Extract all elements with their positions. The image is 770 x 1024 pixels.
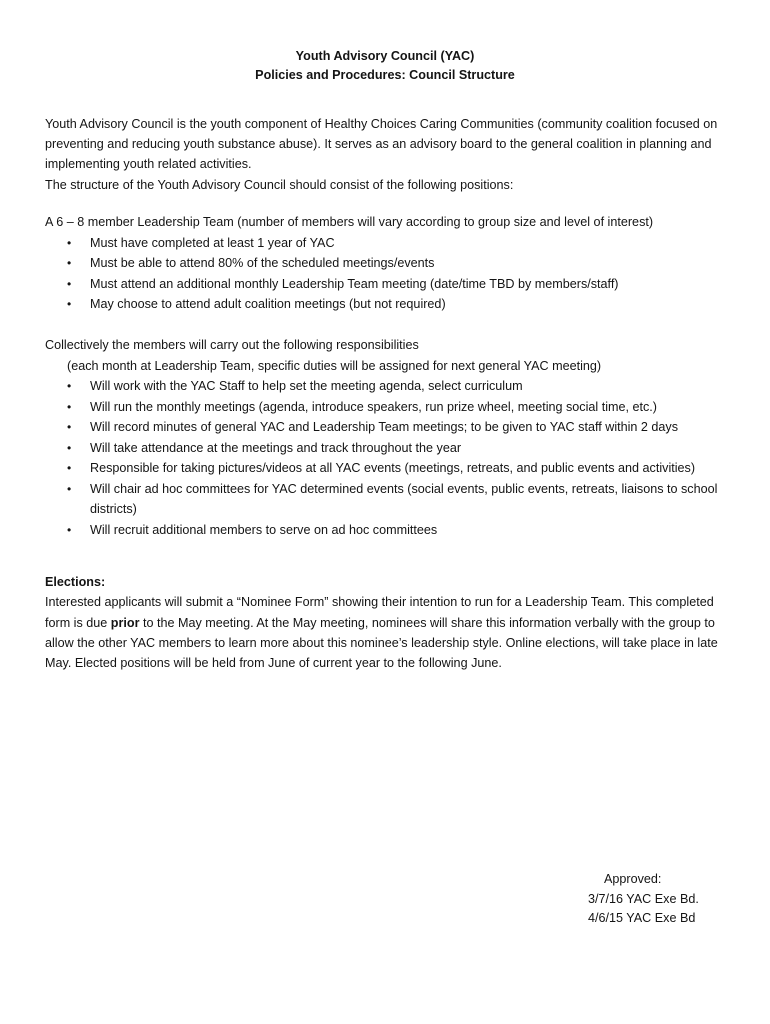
list-item-text: Must be able to attend 80% of the scheduled meetings/events [90, 256, 435, 270]
elections-paragraph [45, 592, 735, 673]
list-item [45, 417, 735, 438]
bullet-icon: • [67, 522, 72, 537]
document-title: Youth Advisory Council (YAC) [295, 49, 475, 63]
list-item [45, 438, 735, 459]
list-item-text: Will take attendance at the meetings and track throughout the year [90, 440, 462, 455]
elections-text-before: Interested applicants will submit a “Nominee Form” showing their intention to run for a Leadership Team. This completed form is due [45, 595, 714, 630]
document-header [0, 47, 770, 84]
elections-section [45, 572, 735, 673]
leadership-list [45, 233, 735, 315]
bullet-icon: • [67, 235, 72, 250]
elections-emphasis: prior [110, 615, 140, 630]
structure-line: The structure of the Youth Advisory Council should consist of the following positions: [45, 177, 514, 192]
list-item [45, 233, 735, 254]
bullet-icon: • [67, 481, 72, 496]
approval-label: Approved: [604, 872, 662, 886]
list-item [45, 274, 735, 295]
list-item-text: Will run the monthly meetings (agenda, introduce speakers, run prize wheel, meeting social time, etc.) [90, 399, 657, 414]
list-item-text: Will recruit additional members to serve on ad hoc committees [90, 522, 438, 537]
list-item-text: Responsible for taking pictures/videos at all YAC events (meetings, retreats, and public events and activities) [90, 461, 696, 475]
document-subtitle: Policies and Procedures: Council Structure [255, 67, 515, 82]
bullet-icon: • [67, 256, 72, 270]
list-item-text: Will chair ad hoc committees for YAC determined events (social events, public events, retreats, liaisons to school districts) [90, 481, 718, 516]
bullet-icon: • [67, 379, 72, 393]
list-item [45, 253, 735, 274]
list-item [45, 397, 735, 418]
list-item [45, 376, 735, 397]
list-item [45, 479, 735, 520]
list-item-text: Will work with the YAC Staff to help set the meeting agenda, select curriculum [90, 379, 523, 393]
responsibilities-section [45, 335, 735, 540]
bullet-icon: • [67, 440, 72, 455]
intro-paragraph: Youth Advisory Council is the youth component of Healthy Choices Caring Communities (community coalition focused on preventing and reducing youth substance abuse). It serves as an advisory board to the general coalition in planning and implementing youth related activities. [45, 117, 718, 172]
leadership-lead: A 6 – 8 member Leadership Team (number of members will vary according to group size and level of interest) [45, 215, 654, 229]
responsibilities-lead: Collectively the members will carry out the following responsibilities [45, 338, 419, 352]
elections-text-after: to the May meeting. At the May meeting, nominees will share this information verbally with the group to allow the other YAC members to learn more about this nominee’s leadership style. Online elections, will take place in late May. Elected positions will be held from June of current year to the following June. [45, 615, 718, 671]
list-item-text: Will record minutes of general YAC and Leadership Team meetings; to be given to YAC staff within 2 days [90, 420, 679, 434]
responsibilities-note: (each month at Leadership Team, specific duties will be assigned for next general YAC meeting) [67, 358, 602, 373]
list-item-text: May choose to attend adult coalition meetings (but not required) [90, 297, 446, 311]
list-item [45, 458, 735, 479]
responsibilities-list [45, 376, 735, 540]
approval-date: 3/7/16 YAC Exe Bd. [588, 891, 699, 906]
list-item-text: Must attend an additional monthly Leadership Team meeting (date/time TBD by members/staff) [90, 276, 619, 291]
bullet-icon: • [67, 420, 72, 434]
list-item [45, 294, 735, 315]
intro-section [45, 114, 730, 195]
elections-heading: Elections: [45, 575, 106, 589]
bullet-icon: • [67, 399, 72, 414]
approval-block [588, 870, 699, 929]
list-item [45, 520, 735, 541]
bullet-icon: • [67, 461, 72, 475]
leadership-section [45, 212, 735, 315]
approval-date: 4/6/15 YAC Exe Bd [588, 911, 696, 925]
list-item-text: Must have completed at least 1 year of YAC [90, 235, 335, 250]
bullet-icon: • [67, 276, 72, 291]
bullet-icon: • [67, 297, 72, 311]
